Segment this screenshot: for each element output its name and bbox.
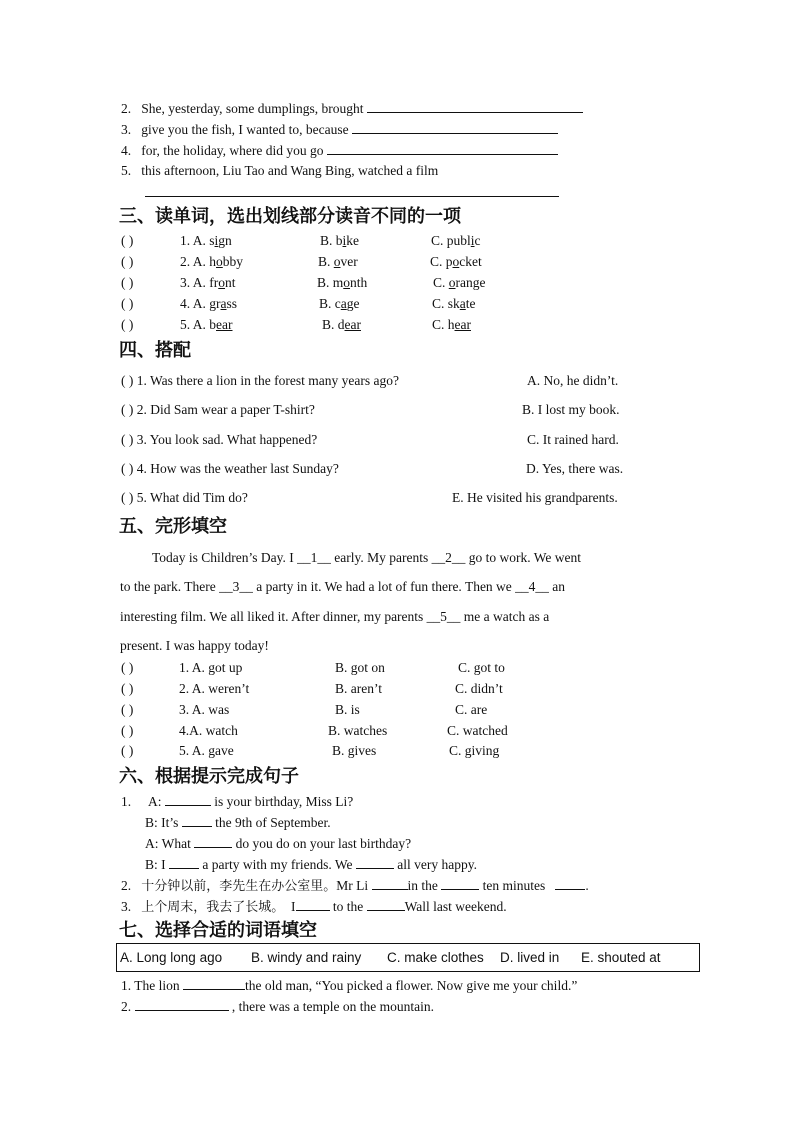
matching-answer: [527, 432, 619, 448]
option-num: 3. A.: [180, 275, 206, 290]
option-text: C. watched: [447, 723, 508, 738]
underlined-letters: o: [448, 275, 456, 290]
question-text: ( ) 1. Was there a lion in the forest many years ago?: [121, 373, 399, 388]
matching-answer: [526, 461, 623, 477]
option-c: [455, 681, 503, 697]
option-num: 4. A.: [180, 296, 206, 311]
s6-q1-line1: 1. A: is your birthday, Miss Li?: [121, 794, 354, 809]
option-a: [179, 743, 234, 759]
answer-paren[interactable]: [121, 723, 133, 739]
word-bank-option: A. Long long ago: [120, 950, 223, 965]
s2-item-4: 4. for, the holiday, where did you go: [121, 142, 558, 159]
option-text: 1. A. got up: [179, 660, 243, 675]
option-a: [179, 681, 249, 697]
matching-answer: [527, 373, 618, 389]
cloze-line-2: to the park. There __3__ a party in it. We had a lot of fun there. Then we __4__ an: [120, 579, 566, 594]
text: C. sk: [432, 296, 460, 311]
text: bby: [222, 254, 244, 269]
section-5-title: 五、完形填空: [119, 516, 227, 537]
text: B.: [318, 254, 334, 269]
option-a: [179, 723, 238, 739]
text: B. b: [320, 233, 343, 248]
matching-question[interactable]: [121, 490, 248, 506]
answer-text: E. He visited his grandparents.: [452, 490, 618, 505]
option-text: C. are: [455, 702, 488, 717]
answer-text: C. It rained hard.: [527, 432, 619, 447]
s7-q2: 2. , there was a temple on the mountain.: [121, 999, 434, 1014]
answer-paren[interactable]: [121, 317, 133, 333]
text: ke: [346, 233, 360, 248]
option-a: [180, 275, 236, 291]
s2-item-5: 5. this afternoon, Liu Tao and Wang Bing, watched a film: [121, 163, 439, 178]
s6-q2: 2. 十分钟以前，李先生在办公室里。Mr Li in the ten minutes .: [121, 878, 589, 894]
answer-paren[interactable]: [121, 254, 133, 270]
answer-text: A. No, he didn’t.: [527, 373, 619, 388]
answer-blank[interactable]: [327, 142, 558, 155]
answer-blank[interactable]: [441, 877, 479, 890]
answer-blank[interactable]: [367, 100, 583, 113]
paren-text: ( ): [121, 702, 134, 717]
paren-text: ( ): [121, 317, 134, 332]
answer-blank[interactable]: [169, 856, 199, 869]
answer-paren[interactable]: [121, 275, 133, 291]
underlined-letters: i: [214, 233, 219, 248]
underlined-letters: a: [340, 296, 347, 311]
answer-paren[interactable]: [121, 743, 133, 759]
option-c: [455, 702, 487, 718]
answer-blank[interactable]: [182, 814, 212, 827]
section-3-title: 三、读单词，选出划线部分读音不同的一项: [119, 206, 461, 227]
paren-text: ( ): [121, 723, 134, 738]
option-c: [431, 233, 481, 249]
question-text: ( ) 3. You look sad. What happened?: [121, 432, 318, 447]
option-c: [458, 660, 505, 676]
text: C. p: [430, 254, 453, 269]
answer-blank[interactable]: [165, 793, 211, 806]
underlined-letters: o: [333, 254, 341, 269]
option-text: 2. A. weren’t: [179, 681, 250, 696]
option-c: [432, 317, 471, 333]
option-text: B. gives: [332, 743, 377, 758]
option-text: 5. A. gave: [179, 743, 234, 758]
section-4-title: 四、搭配: [119, 340, 191, 361]
answer-blank[interactable]: [296, 898, 330, 911]
option-text: C. didn’t: [455, 681, 503, 696]
option-a: [180, 317, 233, 333]
text: h: [209, 254, 217, 269]
question-text: ( ) 4. How was the weather last Sunday?: [121, 461, 339, 476]
matching-answer: [522, 402, 620, 418]
text: c: [474, 233, 481, 248]
answer-blank[interactable]: [352, 121, 558, 134]
cloze-line-3: interesting film. We all liked it. After dinner, my parents __5__ me a watch as a: [120, 609, 550, 624]
answer-paren[interactable]: [121, 233, 133, 249]
option-num: 5. A.: [180, 317, 206, 332]
question-text: ( ) 2. Did Sam wear a paper T-shirt?: [121, 402, 315, 417]
option-b: [335, 660, 385, 676]
paren-text: ( ): [121, 254, 134, 269]
option-text: 3. A. was: [179, 702, 230, 717]
text: C.: [433, 275, 449, 290]
paren-text: ( ): [121, 681, 134, 696]
matching-question[interactable]: [121, 402, 315, 418]
matching-answer: [452, 490, 618, 506]
option-a: [180, 254, 243, 270]
answer-text: D. Yes, there was.: [526, 461, 624, 476]
underlined-letters: ear: [216, 317, 233, 332]
option-b: [319, 296, 360, 312]
matching-question[interactable]: [121, 461, 339, 477]
s6-q3: 3. 上个周末，我去了长城。 I to the Wall last weekend.: [121, 899, 507, 915]
answer-blank[interactable]: [194, 835, 232, 848]
option-text: 4.A. watch: [179, 723, 238, 738]
text: te: [465, 296, 476, 311]
option-a: [179, 702, 229, 718]
option-text: B. is: [335, 702, 360, 717]
matching-question[interactable]: [121, 373, 399, 389]
question-text: ( ) 5. What did Tim do?: [121, 490, 248, 505]
option-num: 1. A.: [180, 233, 206, 248]
s2-item-2: 2. She, yesterday, some dumplings, brought: [121, 100, 583, 117]
option-a: [180, 296, 237, 312]
text: C. h: [432, 317, 455, 332]
paren-text: ( ): [121, 660, 134, 675]
option-c: [432, 296, 476, 312]
answer-blank[interactable]: [367, 898, 405, 911]
option-b: [335, 702, 360, 718]
text: s: [209, 233, 215, 248]
paren-text: ( ): [121, 275, 134, 290]
cloze-line-4: present. I was happy today!: [120, 638, 269, 653]
answer-text: B. I lost my book.: [522, 402, 620, 417]
word-bank-option: E. shouted at: [581, 950, 661, 965]
option-text: B. aren’t: [335, 681, 382, 696]
text: ss: [226, 296, 238, 311]
cloze-line-1: Today is Children’s Day. I __1__ early. My parents __2__ go to work. We went: [152, 550, 582, 565]
answer-blank[interactable]: [555, 877, 585, 890]
underlined-letters: o: [218, 275, 226, 290]
option-c: [430, 254, 482, 270]
answer-blank[interactable]: [356, 856, 394, 869]
text: B. c: [319, 296, 341, 311]
option-a: [179, 660, 242, 676]
option-b: [328, 723, 387, 739]
word-bank-option: B. windy and rainy: [251, 950, 362, 965]
underlined-letters: i: [470, 233, 475, 248]
answer-blank[interactable]: [372, 877, 408, 890]
word-bank-box: [116, 943, 700, 972]
s6-q1-line2: B: It’s the 9th of September.: [145, 815, 331, 830]
text: b: [209, 317, 217, 332]
underlined-letters: o: [452, 254, 460, 269]
answer-blank[interactable]: [135, 998, 229, 1011]
matching-question[interactable]: [121, 432, 317, 448]
option-a: [180, 233, 232, 249]
word-bank-option: C. make clothes: [387, 950, 484, 965]
paren-text: ( ): [121, 233, 134, 248]
text: cket: [459, 254, 482, 269]
word-bank-option: D. lived in: [500, 950, 560, 965]
text: C. publ: [431, 233, 471, 248]
underlined-letters: a: [220, 296, 227, 311]
text: B. m: [317, 275, 344, 290]
option-text: C. giving: [449, 743, 500, 758]
answer-blank[interactable]: [183, 977, 245, 990]
paren-text: ( ): [121, 743, 134, 758]
option-c: [433, 275, 486, 291]
option-c: [447, 723, 508, 739]
underlined-letters: ear: [344, 317, 361, 332]
text: range: [455, 275, 486, 290]
text: ge: [346, 296, 360, 311]
option-text: B. watches: [328, 723, 388, 738]
option-c: [449, 743, 499, 759]
text: B. d: [322, 317, 345, 332]
option-b: [332, 743, 376, 759]
text: nt: [225, 275, 236, 290]
answer-paren[interactable]: [121, 702, 133, 718]
underlined-letters: ear: [454, 317, 471, 332]
underlined-letters: i: [342, 233, 347, 248]
text: nth: [350, 275, 368, 290]
answer-blank[interactable]: [145, 196, 559, 197]
s6-q1-line4: B: I a party with my friends. We all very happy.: [145, 857, 478, 872]
text: gr: [209, 296, 221, 311]
option-text: B. got on: [335, 660, 385, 675]
section-6-title: 六、根据提示完成句子: [119, 766, 299, 787]
section-7-title: 七、选择合适的词语填空: [119, 920, 317, 941]
option-b: [317, 275, 367, 291]
option-b: [320, 233, 359, 249]
s7-q1: 1. The lion the old man, “You picked a flower. Now give me your child.”: [121, 978, 578, 993]
underlined-letters: o: [216, 254, 223, 269]
option-b: [322, 317, 361, 333]
answer-paren[interactable]: [121, 296, 133, 312]
text: ver: [340, 254, 358, 269]
option-num: 2. A.: [180, 254, 206, 269]
option-b: [318, 254, 358, 270]
text: gn: [218, 233, 232, 248]
s2-item-3: 3. give you the fish, I wanted to, because: [121, 121, 558, 138]
paren-text: ( ): [121, 296, 134, 311]
underlined-letters: a: [459, 296, 466, 311]
answer-paren[interactable]: [121, 681, 133, 697]
text: fr: [209, 275, 219, 290]
option-b: [335, 681, 382, 697]
underlined-letters: o: [343, 275, 351, 290]
answer-paren[interactable]: [121, 660, 133, 676]
option-text: C. got to: [458, 660, 505, 675]
s6-q1-line3: A: What do you do on your last birthday?: [145, 836, 412, 851]
